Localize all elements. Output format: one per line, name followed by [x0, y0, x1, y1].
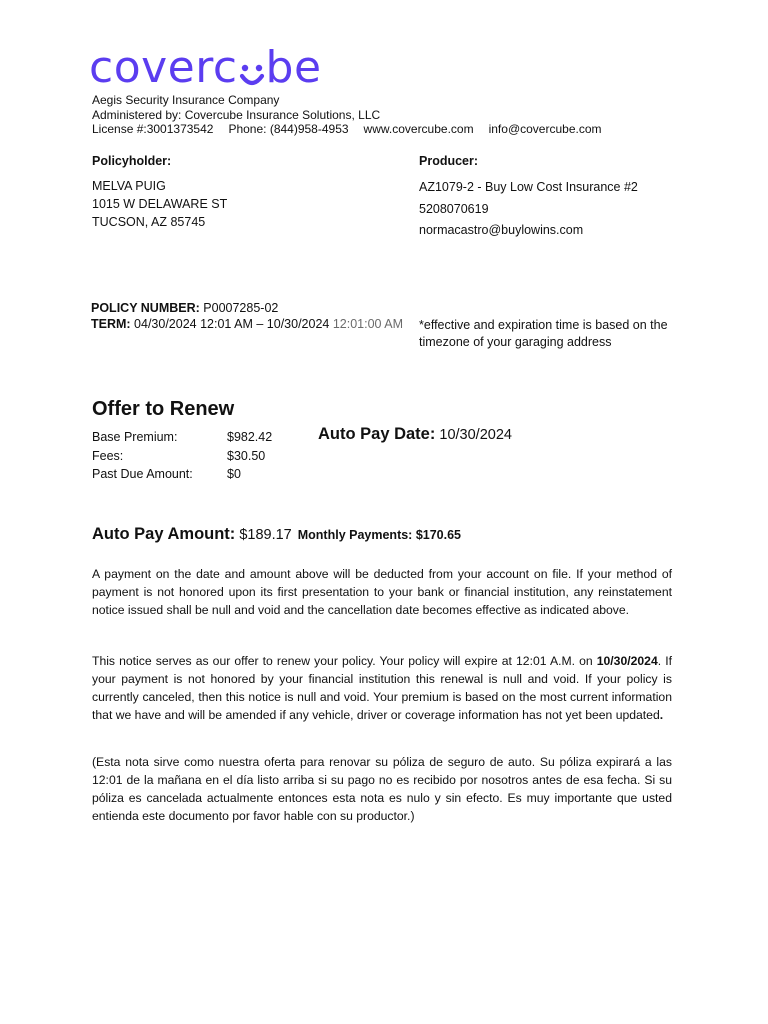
producer-label: Producer:	[419, 154, 479, 168]
license-number: License #:3001373542	[92, 122, 214, 136]
renewal-text-end: .	[659, 708, 664, 722]
payment-paragraph: A payment on the date and amount above will be deducted from your account on file. If your method of payment is not honored upon its first presentation to your bank or financial institution, any reinstatement notice issued shall be null and void and the cancellation date becomes effective as indicated above.	[92, 567, 672, 617]
policyholder-address1: 1015 W DELAWARE ST	[92, 197, 228, 211]
premium-table	[92, 428, 272, 484]
contact-line	[92, 122, 602, 137]
offer-title: Offer to Renew	[92, 398, 235, 420]
administered-by: Administered by: Covercube Insurance Solutions, LLC	[92, 107, 381, 122]
producer-email[interactable]: normacastro@buylowins.com	[419, 223, 584, 237]
term-note-line2: timezone of your garaging address	[419, 335, 612, 349]
covercube-logo	[89, 38, 322, 98]
term-line	[91, 316, 403, 333]
company-info	[92, 93, 602, 137]
auto-pay-amount-value: $189.17	[235, 527, 292, 543]
company-email[interactable]: info@covercube.com	[488, 122, 602, 136]
policy-number-line	[91, 300, 278, 317]
renewal-date: 10/30/2024	[596, 654, 658, 668]
term-note-line1: *effective and expiration time is based on the	[419, 318, 668, 332]
logo-text-right: be	[265, 42, 322, 93]
premium-row	[92, 428, 272, 447]
term-time: 12:01:00 AM	[329, 317, 404, 331]
policyholder-name: MELVA PUIG	[92, 179, 166, 193]
website-link[interactable]: www.covercube.com	[363, 122, 474, 136]
premium-row	[92, 447, 272, 466]
policyholder-block	[92, 177, 227, 231]
policyholder-address2: TUCSON, AZ 85745	[92, 215, 206, 229]
premium-row	[92, 465, 272, 484]
premium-value: $30.50	[227, 448, 266, 463]
company-name: Aegis Security Insurance Company	[92, 93, 280, 107]
auto-pay-date-value: 10/30/2024	[435, 427, 512, 443]
monthly-payments: Monthly Payments: $170.65	[297, 528, 462, 542]
renewal-text-b: . If your payment is not honored by your financial institution this renewal is null and void. If your policy is currently canceled, then this notice is null and void. Your premium is based on the most current information that we have and will be amended if any vehicle, driver or coverage information has not yet been updated	[92, 654, 672, 722]
term-label: TERM:	[91, 317, 131, 331]
producer-name: AZ1079-2 - Buy Low Cost Insurance #2	[419, 180, 638, 194]
auto-pay-amount-label: Auto Pay Amount:	[92, 525, 236, 543]
premium-value: $0	[227, 467, 241, 481]
premium-label: Fees:	[92, 448, 124, 463]
policy-number-label: POLICY NUMBER:	[91, 301, 200, 315]
premium-label: Base Premium:	[92, 430, 178, 444]
auto-pay-date-label: Auto Pay Date:	[318, 425, 436, 443]
producer-block	[419, 177, 638, 242]
term-note	[419, 317, 668, 351]
premium-label: Past Due Amount:	[92, 467, 193, 481]
renewal-text-a: This notice serves as our offer to renew your policy. Your policy will expire at 12:01 A.M. on	[92, 654, 597, 668]
term-value: 04/30/2024 12:01 AM – 10/30/2024	[130, 317, 330, 331]
auto-pay-amount	[92, 525, 461, 544]
logo-text-left: coverc	[89, 42, 238, 93]
producer-phone: 5208070619	[419, 201, 489, 216]
company-phone: Phone: (844)958-4953	[228, 122, 349, 136]
policyholder-label: Policyholder:	[92, 154, 172, 168]
premium-value: $982.42	[227, 430, 273, 444]
policy-number: P0007285-02	[199, 301, 279, 315]
spanish-paragraph: (Esta nota sirve como nuestra oferta para renovar su póliza de seguro de auto. Su póliza expirará a las 12:01 de la mañana en el día listo arriba si su pago no es recibido por nosotros antes de esa fecha. Si su póliza es cancelada actualmente entonces esta nota es nulo y sin efecto. Es muy importante que usted entienda este documento por favor hable con su productor.)	[92, 755, 672, 823]
auto-pay-date	[318, 425, 512, 444]
cube-smile-icon	[239, 59, 265, 89]
renewal-paragraph	[92, 652, 672, 724]
